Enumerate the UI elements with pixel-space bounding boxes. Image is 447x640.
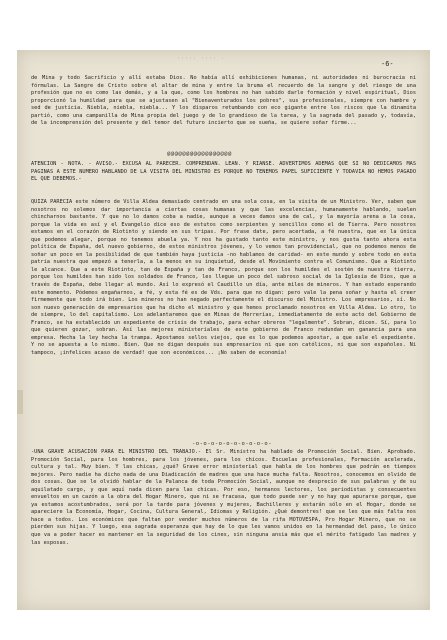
binding-mark xyxy=(17,390,23,414)
section-separator-dashes: -o-o-o-o-o-o-o-o-o-o- xyxy=(192,441,273,447)
paragraph-mina-ceremony: de Mina y todo Sacrificio y allí estaba Dios. No había allí exhibiciones humanas, ni autoridades ni burocracia ni fórmulas. La Sangre de Cristo sobre el altar de mina y entre la bruma el recuerdo de la sangre y del riesgo de una profesión que no es como las demás, y a la que, como los hombres no han sabido darle formación y nivel espiritual, Dios proporcionó la humildad para que se ajustasen al "Bienaventurados los pobres", sus profesionales, siempre con hambre y sed de justicia. Niebla, niebla, niebla... Y los disparos retumbando con eco gigante entre los riscos que la dinamita partió, como una campanilla de Mina propia del juego y de lo grandioso de la tarea, y la sagrada del pasado y, todavía, de la incomprensión del presente y del temor del futuro incierto que se sueña, se quiere soñar firme... xyxy=(31,75,416,127)
page-number: -6- xyxy=(381,60,394,68)
document-page xyxy=(17,50,430,610)
paragraph-attention-notice: ATENCION - NOTA. - AVISO.- EXCUSA AL PARECER. COMPRENDAN. LEAN. Y RIANSE. ADVERTIMOS ADEMAS QUE SI NO DEDICAMOS MAS PAGINAS A ESTE NUMERO HABLANDO DE LA VISITA DEL MINISTRO ES PORQUE NO TENEMOS PAPEL SUFICIENTE Y TODAVIA NO HEMOS PAGADO EL QUE DEBEMOS.- xyxy=(31,161,416,183)
faded-stamp: ····· ···· · xyxy=(177,56,226,62)
paragraph-labor-accusation: -UNA GRAVE ACUSACION PARA EL MINISTRO DEL TRABAJO.- El Sr. Ministro ha hablado de Promoción Social. Bien. Aprobado. Promoción Social, para los hombres, para los jóvenes, para los chicos. Escuelas profesionales, Formación acelerada, cultura y tal. Muy bien. Y las chicas, ¿qué? Grave error ministerial que habla de los hombres que podrán en tiempos mejores. Pero nadie ha dicho nada de una Diadicación de madres que una hace mucha falta. Nosotros, conocemos en olvido de dos cosas. Que se le olvidó hablar de la Palanca de toda Promoción Social, aunque no desprecio de sus palabras y de su aquilatado cargo, y que aquí nada dicen para las chicas. Por eso, hermanos lectores, los periodistas y consecuentes envueltos en un cazón a la obra del Hogar Minero, que ni se fracasa, que todo puede ser y no hay que apurarse porque, que ya estamos acostumbrados, será por la tarde para jóvenes y mujeres, Bachilleres y estarán sólo en el Hogar, donde se apareciere la Economía, Hogar, Cocina, Cultura General, Idiomas y Religión. ¿Qué demontres! que se les que más falta nos hace a todos. Los económicos que faltan por vender muchos números de la rifa MOTOVESPA, Pro Hogar Minero, que no se pierden sus hijas. Y luego, esa sagrada esperanza que hay de lo que les vamos unidos en la hermandad del paso, lo único que va a poder hacer es mantener en la seguridad de los cines, sin ninguna ansia más que el mérito fatigado las madres y las esposas. xyxy=(31,449,416,546)
section-separator: @@@@@@@@@@@@@@@@@ xyxy=(167,151,232,157)
paragraph-ministry-visit: QUIZA PARECIA este número de Villa Aldea demasiado centrado en una sola cosa, en la visita de un Ministro. Ver, saben que nosotros no solemos dar importancia a ciertas cosas humanas y que las excelencias, humanamente hablando, suelen chincharnos bastante. Y que no lo damos coba a nadie, aunque a veces damos una de cal, y la mayoría arena a la cosa, porque la vida es así y el Evangelio dice eso de estutos como serpientes y sencillos como el de Tierra. Pero nosotros estamos en el corazón de Riotinto y siendo en sus tripas. Por frase date, pero acertada, a fé nuestra, que es la única que podemos alegar, porque no tenemos abuela ya. Y nos ha gustado tanto este ministro, y nos gusta tanto ahora esta política de España, del nuevo gobierno, de estos ministros jóvenes, y lo vemos tan providencial, que no podemos menos de soñar un poco en la posibilidad de que también haya justicia -no hablamos de caridad- en este mundo y sobre todo en esta patria nuestra que empezó a tenerla, a la menos en su inquietud, desde el Movimiento contra el Comunismo. Que a Riotinto le alcance. Que a este Riotinto, tan de España y tan de Franco, porque son los humildes el sostén de nuestra tierra, porque los humildes han sido los soldados de Franco, les llegue un poco del sabroso social de la Iglesia de Dios, que a través de España, debe llegar al mundo. Así lo expresó el Caudillo un día, ante miles de mineros. Y han estado esperando este momento. Pódemos engañarnos, a fé, y esta fé es de Vds. para que no digan: pero vale la pena soñar y hasta el creer firmemente que todo irá bien. Los mineros no han negado perfectamente el discurso del Ministro. Los empresarios, sí. No son nuevo generación de empresarios que ha dicho el ministro y que hemos proclamado nosotros en Villa Aldea. Lo otro, lo de siempre, lo del capitalismo. Los adelantaremos que en Minas de Herrerías, inmediatamente de este acto del Gobierno de Franco, se ha establecido un expediente de crisis de trabajo, para echar obreros "legalmente". Sobran, dicen. Sí, para lo que quieren gozar, sobran. Así las mejores ministeriales de este gobierno de Franco redundan en ganancia para una empresa. Hecha la ley hecha la trampa. Apostamos sellos viejos, que es lo que podemos apostar, a que sale el expediente. Y no se apuesta a lo mismo. Bien. Que no digan después sus empresarios ni que son católicos, ni que son españoles. Ni tampoco, ¡infelices acaso de verdad! que son económicos... ¡No saben de economía! xyxy=(31,199,416,356)
